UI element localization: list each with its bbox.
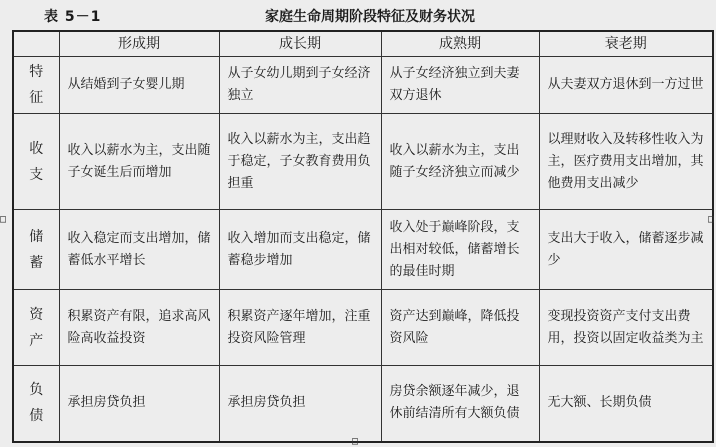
row-label-income-expense: 收支 <box>13 114 59 210</box>
table-cell: 收入以薪水为主，支出随子女诞生后而增加 <box>59 114 219 210</box>
table-cell: 从子女经济独立到夫妻双方退休 <box>381 57 539 114</box>
table-number: 表 5－1 <box>44 9 102 25</box>
table-row <box>13 366 713 442</box>
header-row <box>13 31 713 57</box>
table-cell: 收入以薪水为主，支出随子女经济独立而减少 <box>381 114 539 210</box>
table-cell: 积累资产有限，追求高风险高收益投资 <box>59 290 219 366</box>
table-cell: 支出大于收入，储蓄逐步减少 <box>539 210 713 290</box>
row-label-liabilities: 负债 <box>13 366 59 442</box>
table-row <box>13 210 713 290</box>
table-cell: 从子女幼儿期到子女经济独立 <box>219 57 381 114</box>
table-cell: 承担房贷负担 <box>59 366 219 442</box>
column-header-formation: 形成期 <box>59 31 219 57</box>
row-label-savings: 储蓄 <box>13 210 59 290</box>
table-cell: 收入以薪水为主，支出趋于稳定，子女教育费用负担重 <box>219 114 381 210</box>
table-cell: 房贷余额逐年减少，退休前结清所有大额负债 <box>381 366 539 442</box>
table-cell: 从夫妻双方退休到一方过世 <box>539 57 713 114</box>
table-cell: 收入处于巅峰阶段，支出相对较低，储蓄增长的最佳时期 <box>381 210 539 290</box>
crop-mark-right: □ <box>708 214 715 225</box>
table-cell: 收入稳定而支出增加，储蓄低水平增长 <box>59 210 219 290</box>
table-cell: 无大额、长期负债 <box>539 366 713 442</box>
table-cell: 变现投资资产支付支出费用，投资以固定收益类为主 <box>539 290 713 366</box>
row-label-assets: 资产 <box>13 290 59 366</box>
column-header-decline: 衰老期 <box>539 31 713 57</box>
row-label-characteristics: 特征 <box>13 57 59 114</box>
table-cell: 从结婚到子女婴儿期 <box>59 57 219 114</box>
crop-mark-left: □ <box>0 214 7 225</box>
table-title: 家庭生命周期阶段特征及财务状况 <box>265 9 475 25</box>
table-row <box>13 114 713 210</box>
table-cell: 承担房贷负担 <box>219 366 381 442</box>
table-cell: 以理财收入及转移性收入为主，医疗费用支出增加，其他费用支出减少 <box>539 114 713 210</box>
life-cycle-table <box>12 30 714 443</box>
column-header-maturity: 成熟期 <box>381 31 539 57</box>
table-row <box>13 57 713 114</box>
corner-cell <box>13 31 59 57</box>
table-cell: 收入增加而支出稳定，储蓄稳步增加 <box>219 210 381 290</box>
table-row <box>13 290 713 366</box>
column-header-growth: 成长期 <box>219 31 381 57</box>
table-cell: 积累资产逐年增加，注重投资风险管理 <box>219 290 381 366</box>
table-cell: 资产达到巅峰，降低投资风险 <box>381 290 539 366</box>
crop-mark-bottom: □ <box>352 436 359 447</box>
